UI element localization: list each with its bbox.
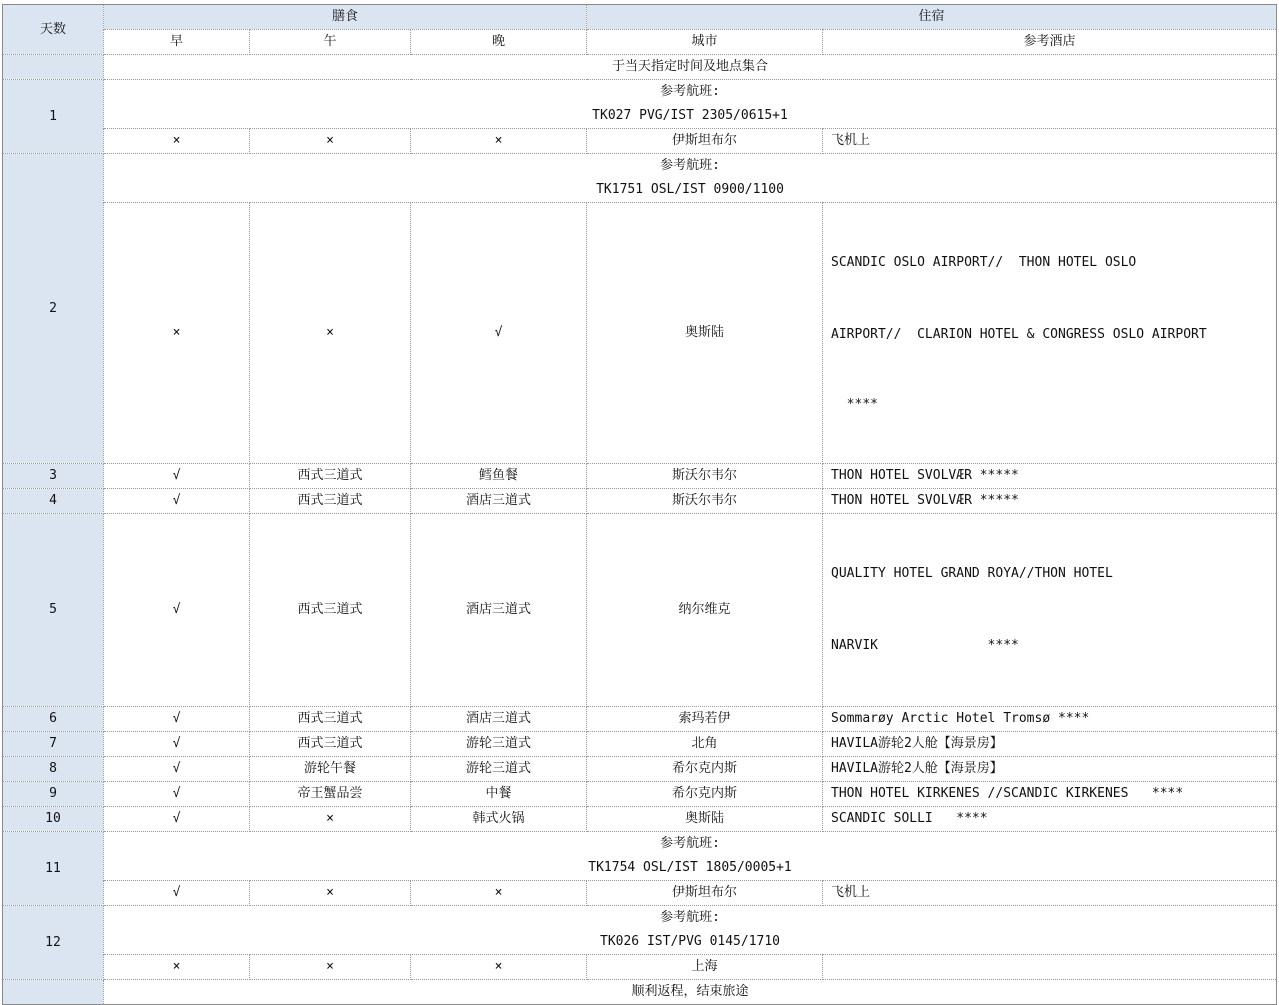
city-cell: 希尔克内斯 xyxy=(587,757,823,782)
breakfast-cell: √ xyxy=(104,464,250,489)
lunch-cell: 帝王蟹品尝 xyxy=(250,782,411,807)
header-dinner: 晚 xyxy=(411,30,587,55)
hotel-cell: Sommarøy Arctic Hotel Tromsø **** xyxy=(823,707,1277,732)
hotel-cell: THON HOTEL KIRKENES //SCANDIC KIRKENES **** xyxy=(823,782,1277,807)
dinner-cell: 鳕鱼餐 xyxy=(411,464,587,489)
flight-label: 参考航班: xyxy=(660,158,720,173)
lunch-cell: × xyxy=(250,955,411,980)
city-cell: 斯沃尔韦尔 xyxy=(587,489,823,514)
breakfast-cell: √ xyxy=(104,881,250,906)
header-lodging: 住宿 xyxy=(587,5,1277,30)
lunch-cell: × xyxy=(250,881,411,906)
city-cell: 斯沃尔韦尔 xyxy=(587,464,823,489)
day-number: 12 xyxy=(3,906,104,980)
hotel-line: NARVIK **** xyxy=(831,638,1019,653)
flight-info xyxy=(104,154,1277,203)
day-number: 9 xyxy=(3,782,104,807)
day-number: 6 xyxy=(3,707,104,732)
lunch-cell: 游轮午餐 xyxy=(250,757,411,782)
flight-number: TK026 IST/PVG 0145/1710 xyxy=(600,934,781,949)
flight-number: TK1751 OSL/IST 0900/1100 xyxy=(596,182,784,197)
city-cell: 奥斯陆 xyxy=(587,807,823,832)
lunch-cell: 西式三道式 xyxy=(250,514,411,707)
header-breakfast: 早 xyxy=(104,30,250,55)
day-number: 4 xyxy=(3,489,104,514)
day-number: 1 xyxy=(3,80,104,154)
hotel-line: QUALITY HOTEL GRAND ROYA//THON HOTEL xyxy=(831,566,1113,581)
day-number: 7 xyxy=(3,732,104,757)
dinner-cell: 游轮三道式 xyxy=(411,732,587,757)
city-cell: 伊斯坦布尔 xyxy=(587,881,823,906)
dinner-cell: 酒店三道式 xyxy=(411,514,587,707)
dinner-cell: 酒店三道式 xyxy=(411,489,587,514)
hotel-line: **** xyxy=(831,397,878,412)
flight-info xyxy=(104,80,1277,129)
lunch-cell: 西式三道式 xyxy=(250,489,411,514)
hotel-cell: THON HOTEL SVOLVÆR ***** xyxy=(823,464,1277,489)
breakfast-cell: √ xyxy=(104,732,250,757)
hotel-cell: 飞机上 xyxy=(823,881,1277,906)
itinerary-table xyxy=(2,4,1277,1005)
intro-row: 于当天指定时间及地点集合 xyxy=(104,55,1277,80)
breakfast-cell: × xyxy=(104,203,250,464)
hotel-cell xyxy=(823,203,1277,464)
breakfast-cell: × xyxy=(104,955,250,980)
dinner-cell: 酒店三道式 xyxy=(411,707,587,732)
flight-info xyxy=(104,832,1277,881)
breakfast-cell: √ xyxy=(104,807,250,832)
dinner-cell: × xyxy=(411,881,587,906)
city-cell: 纳尔维克 xyxy=(587,514,823,707)
day-cell-blank xyxy=(3,980,104,1005)
hotel-cell xyxy=(823,955,1277,980)
breakfast-cell: √ xyxy=(104,782,250,807)
breakfast-cell: √ xyxy=(104,514,250,707)
flight-info xyxy=(104,906,1277,955)
hotel-cell xyxy=(823,514,1277,707)
day-cell-blank xyxy=(3,55,104,80)
hotel-line: AIRPORT// CLARION HOTEL & CONGRESS OSLO AIRPORT xyxy=(831,327,1207,342)
hotel-cell: SCANDIC SOLLI **** xyxy=(823,807,1277,832)
day-number: 2 xyxy=(3,154,104,464)
outro-row: 顺利返程，结束旅途 xyxy=(104,980,1277,1005)
city-cell: 索玛若伊 xyxy=(587,707,823,732)
dinner-cell: √ xyxy=(411,203,587,464)
city-cell: 希尔克内斯 xyxy=(587,782,823,807)
flight-number: TK1754 OSL/IST 1805/0005+1 xyxy=(588,860,792,875)
lunch-cell: 西式三道式 xyxy=(250,464,411,489)
lunch-cell: 西式三道式 xyxy=(250,732,411,757)
header-hotel: 参考酒店 xyxy=(823,30,1277,55)
header-lunch: 午 xyxy=(250,30,411,55)
hotel-line: SCANDIC OSLO AIRPORT// THON HOTEL OSLO xyxy=(831,255,1137,270)
breakfast-cell: √ xyxy=(104,757,250,782)
day-number: 5 xyxy=(3,514,104,707)
dinner-cell: 中餐 xyxy=(411,782,587,807)
header-days: 天数 xyxy=(3,5,104,55)
hotel-cell: THON HOTEL SVOLVÆR ***** xyxy=(823,489,1277,514)
breakfast-cell: × xyxy=(104,129,250,154)
header-meals: 膳食 xyxy=(104,5,587,30)
lunch-cell: 西式三道式 xyxy=(250,707,411,732)
hotel-cell: HAVILA游轮2人舱【海景房】 xyxy=(823,757,1277,782)
city-cell: 北角 xyxy=(587,732,823,757)
hotel-cell: 飞机上 xyxy=(823,129,1277,154)
day-number: 10 xyxy=(3,807,104,832)
breakfast-cell: √ xyxy=(104,489,250,514)
dinner-cell: 游轮三道式 xyxy=(411,757,587,782)
dinner-cell: 韩式火锅 xyxy=(411,807,587,832)
dinner-cell: × xyxy=(411,955,587,980)
city-cell: 伊斯坦布尔 xyxy=(587,129,823,154)
header-city: 城市 xyxy=(587,30,823,55)
lunch-cell: × xyxy=(250,807,411,832)
hotel-cell: HAVILA游轮2人舱【海景房】 xyxy=(823,732,1277,757)
dinner-cell: × xyxy=(411,129,587,154)
lunch-cell: × xyxy=(250,129,411,154)
flight-number: TK027 PVG/IST 2305/0615+1 xyxy=(592,108,788,123)
flight-label: 参考航班: xyxy=(660,84,720,99)
city-cell: 奥斯陆 xyxy=(587,203,823,464)
day-number: 11 xyxy=(3,832,104,906)
lunch-cell: × xyxy=(250,203,411,464)
flight-label: 参考航班: xyxy=(660,910,720,925)
day-number: 3 xyxy=(3,464,104,489)
breakfast-cell: √ xyxy=(104,707,250,732)
day-number: 8 xyxy=(3,757,104,782)
city-cell: 上海 xyxy=(587,955,823,980)
flight-label: 参考航班: xyxy=(660,836,720,851)
